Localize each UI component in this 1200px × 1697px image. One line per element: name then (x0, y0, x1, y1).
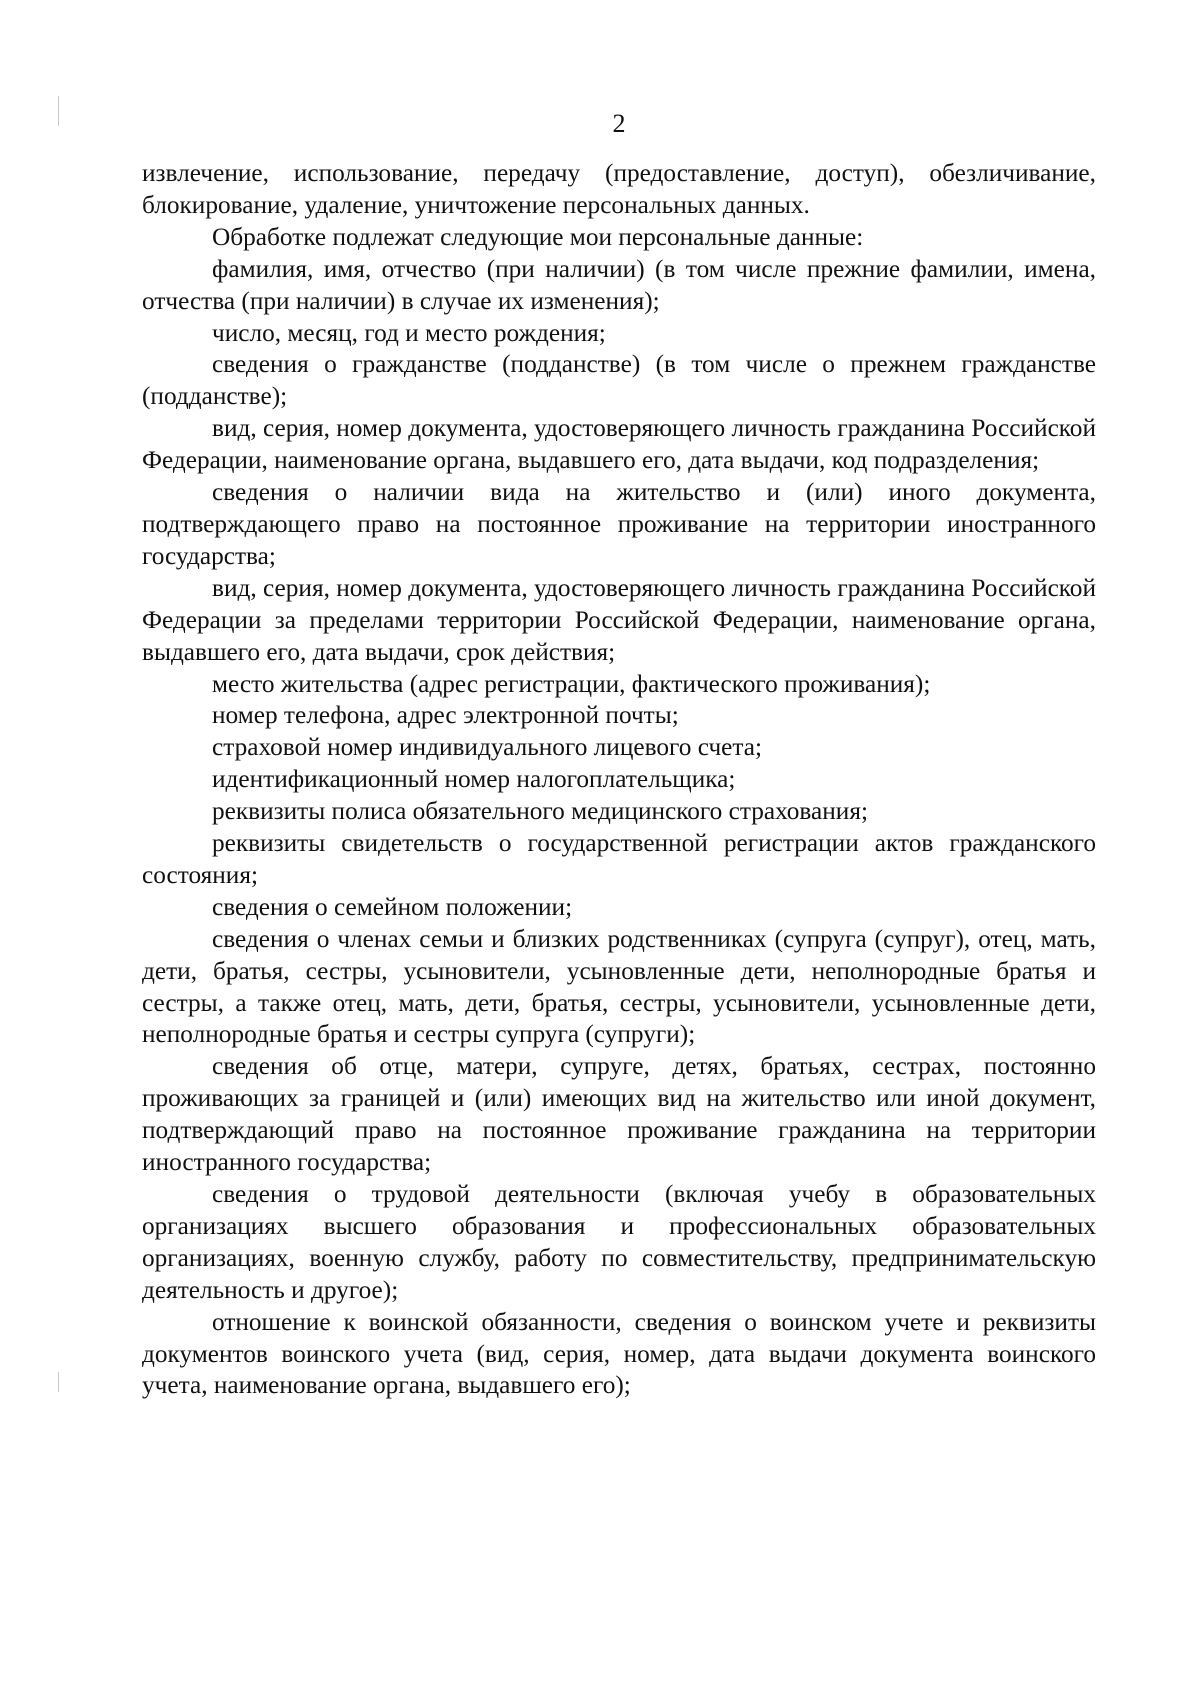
document-body (142, 158, 1096, 1402)
paragraph: идентификационный номер налогоплательщика; (212, 765, 736, 794)
paragraph: страховой номер индивидуального лицевого счета; (212, 733, 763, 762)
paragraph: сведения о семейном положении; (212, 892, 573, 921)
paragraph: сведения о членах семьи и близких родственниках (супруга (супруг), отец, мать, дети, братья, сестры, усыновители, усыновленные дети, неполнородные братья и сестры, а также отец, мать, дети, братья, сестры, усыновители, усыновленные дети, неполнородные братья и сестры супруга (супруги); (142, 924, 1096, 1049)
paragraph: вид, серия, номер документа, удостоверяющего личность гражданина Российской Федерации за пределами территории Российской Федерации, наименование органа, выдавшего его, дата выдачи, срок действия; (142, 573, 1096, 666)
paragraph: сведения о трудовой деятельности (включая учебу в образовательных организациях высшего образования и профессиональных образовательных организациях, военную службу, работу по совместительству, предпринимательскую деятельность и другое); (142, 1180, 1096, 1304)
paragraph: сведения о наличии вида на жительство и (или) иного документа, подтверждающего право на постоянное проживание на территории иностранного государства; (142, 478, 1096, 570)
page-number: 2 (612, 109, 626, 138)
paragraph: Обработке подлежат следующие мои персональные данные: (212, 222, 864, 251)
scan-artifact (58, 1372, 59, 1392)
paragraph: отношение к воинской обязанности, сведения о воинском учете и реквизиты документов воинского учета (вид, серия, номер, дата выдачи документа воинского учета, наименование органа, выдавшего его); (142, 1307, 1096, 1400)
paragraph: номер телефона, адрес электронной почты; (212, 701, 679, 730)
paragraph: извлечение, использование, передачу (предоставление, доступ), обезличивание, блокирование, удаление, уничтожение персональных данных. (142, 159, 1096, 219)
paragraph: реквизиты свидетельств о государственной регистрации актов гражданского состояния; (142, 829, 1096, 889)
paragraph: фамилия, имя, отчество (при наличии) (в том числе прежние фамилии, имена, отчества (при наличии) в случае их изменения); (142, 254, 1096, 315)
paragraph: реквизиты полиса обязательного медицинского страхования; (212, 797, 869, 826)
paragraph: число, месяц, год и место рождения; (212, 318, 606, 347)
paragraph: вид, серия, номер документа, удостоверяющего личность гражданина Российской Федерации, наименование органа, выдавшего его, дата выдачи, код подразделения; (142, 414, 1096, 475)
paragraph: место жительства (адрес регистрации, фактического проживания); (212, 669, 931, 698)
paragraph: сведения о гражданстве (подданстве) (в том числе о прежнем гражданстве (подданстве); (142, 350, 1096, 411)
paragraph: сведения об отце, матери, супруге, детях, братьях, сестрах, постоянно проживающих за границей и (или) имеющих вид на жительство или иной документ, подтверждающий право на постоянное проживание гражданина на территории иностранного государства; (142, 1052, 1096, 1177)
scan-artifact (58, 96, 59, 126)
